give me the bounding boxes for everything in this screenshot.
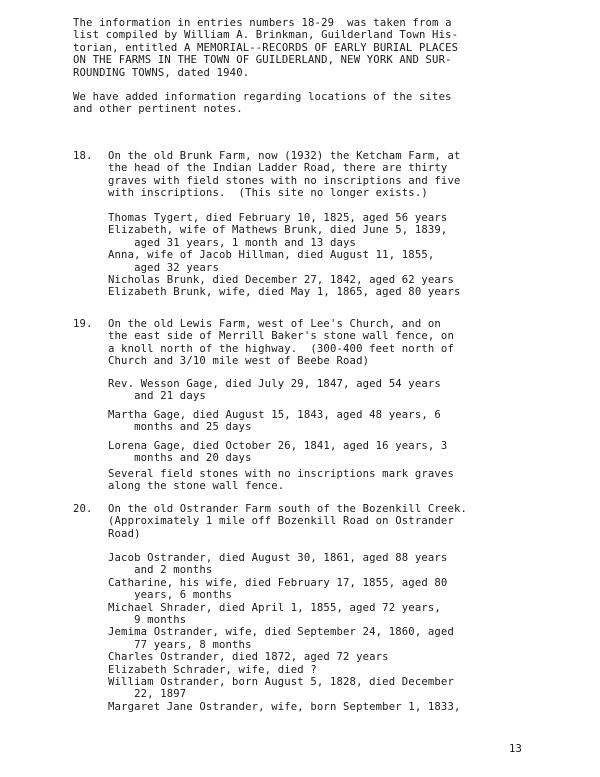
- burial-record: Elizabeth, wife of Mathews Brunk, died June 5, 1839, aged 31 years, 1 month and 13 days: [108, 224, 448, 249]
- burial-record: Anna, wife of Jacob Hillman, died August 11, 1855, aged 32 years: [108, 249, 435, 274]
- burial-record: William Ostrander, born August 5, 1828, died December 22, 1897: [108, 676, 454, 701]
- intro-paragraph-notes: We have added information regarding locations of the sites and other pertinent notes.: [73, 91, 452, 116]
- burial-record: Jemima Ostrander, wife, died September 24, 1860, aged 77 years, 8 months: [108, 626, 454, 651]
- entry-description: On the old Brunk Farm, now (1932) the Ketcham Farm, at the head of the Indian Ladder Road, there are thirty graves with field stones with no inscriptions and five with inscriptions. (This site no longer exists.): [108, 150, 461, 200]
- page-number: 13: [509, 743, 523, 755]
- entry-number: 19.: [73, 318, 93, 330]
- burial-list: [108, 552, 461, 713]
- burial-record: Thomas Tygert, died February 10, 1825, aged 56 years: [108, 212, 448, 224]
- burial-record: Lorena Gage, died October 26, 1841, aged 16 years, 3 months and 20 days: [108, 439, 448, 465]
- burial-record: Catharine, his wife, died February 17, 1855, aged 80 years, 6 months: [108, 576, 448, 602]
- entry-note: Several field stones with no inscriptions mark graves along the stone wall fence.: [108, 468, 454, 493]
- entry-number: 18.: [73, 150, 93, 162]
- burial-record: Charles Ostrander, died 1872, aged 72 years: [108, 651, 389, 664]
- entry-description: On the old Ostrander Farm south of the Bozenkill Creek. (Approximately 1 mile off Bozenkill Road on Ostrander Road): [108, 503, 468, 540]
- burial-record: Michael Shrader, died April 1, 1855, aged 72 years, 9 months: [108, 601, 441, 627]
- entry-description: On the old Lewis Farm, west of Lee's Church, and on the east side of Merrill Baker's stone wall fence, on a knoll north of the highway. (300-400 feet north of Church and 3/10 mile west of Beebe Road): [108, 318, 454, 368]
- burial-list: [108, 378, 447, 464]
- burial-list: [108, 212, 461, 299]
- intro-paragraph-source: The information in entries numbers 18-29 was taken from a list compiled by William A. Brinkman, Guilderland Town His- torian, entitled A MEMORIAL--RECORDS OF EARLY BURIAL PLACES ON THE FARMS IN THE TOWN OF GUILDERLAND, NEW YORK AND SUR- ROUNDING TOWNS, dated 1940.: [73, 17, 459, 79]
- burial-record: Elizabeth Brunk, wife, died May 1, 1865, aged 80 years: [108, 286, 461, 299]
- burial-record: Nicholas Brunk, died December 27, 1842, aged 62 years: [108, 274, 454, 287]
- burial-record: Jacob Ostrander, died August 30, 1861, aged 88 years and 2 months: [108, 552, 448, 577]
- intro-section: [73, 17, 593, 128]
- burial-record: Rev. Wesson Gage, died July 29, 1847, aged 54 years and 21 days: [108, 378, 441, 403]
- burial-record: Martha Gage, died August 15, 1843, aged 48 years, 6 months and 25 days: [108, 408, 441, 434]
- burial-record: Margaret Jane Ostrander, wife, born September 1, 1833,: [108, 700, 461, 713]
- burial-record: Elizabeth Schrader, wife, died ?: [108, 663, 317, 676]
- entry-number: 20.: [73, 503, 93, 515]
